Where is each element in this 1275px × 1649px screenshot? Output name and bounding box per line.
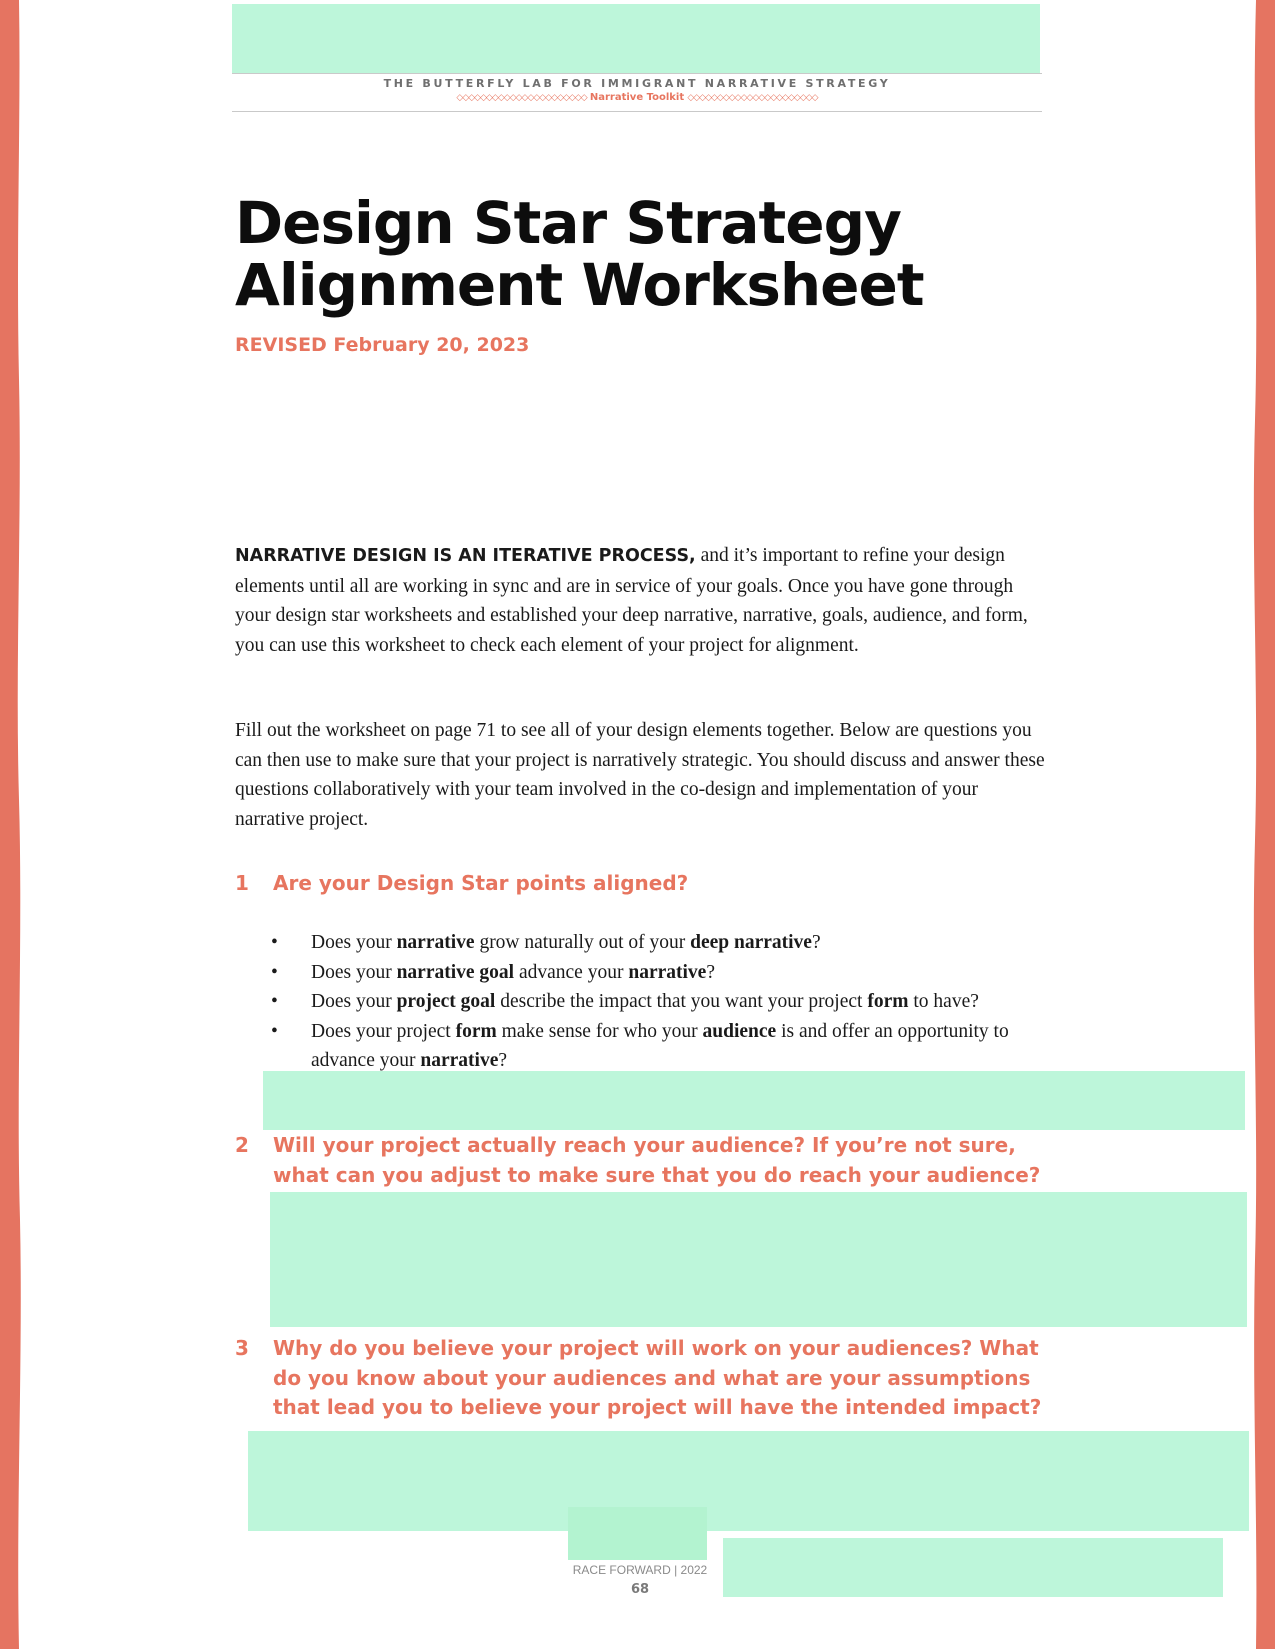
header-rule-bottom xyxy=(232,111,1042,112)
right-border-decoration xyxy=(1251,0,1275,1649)
header-rule-top xyxy=(232,73,1042,74)
instructions-paragraph: Fill out the worksheet on page 71 to see all of your design elements together. Below are questions you can then use to make sure that your project is narratively strategic. You should discuss and answer these questions collaboratively with your team involved in the co-design and implementation of your narrative project. xyxy=(235,720,1045,830)
list-item: • Does your project goal describe the impact that you want your project form to have? xyxy=(235,987,1065,1017)
footer-organization: RACE FORWARD | 2022 xyxy=(572,1563,708,1577)
answer-field-3[interactable] xyxy=(248,1431,1249,1531)
bullet-icon: • xyxy=(271,991,278,1012)
revised-date: REVISED February 20, 2023 xyxy=(235,334,530,356)
alignment-checklist xyxy=(235,928,1065,1076)
intro-lead: NARRATIVE DESIGN IS AN ITERATIVE PROCESS, xyxy=(235,546,696,566)
footer-field-center[interactable] xyxy=(568,1507,707,1560)
question-3-number: 3 xyxy=(235,1336,249,1360)
diamond-pattern-right: ◇◇◇◇◇◇◇◇◇◇◇◇◇◇◇◇◇◇◇◇◇◇ xyxy=(687,93,818,103)
answer-field-2[interactable] xyxy=(270,1192,1247,1327)
bullet-icon: • xyxy=(271,1020,278,1042)
list-item: • Does your narrative grow naturally out of your deep narrative? xyxy=(235,928,1065,958)
bullet-icon: • xyxy=(271,961,278,983)
question-3-text: Why do you believe your project will work on your audiences? What do you know about your audiences and what are your assumptions that lead you to believe your project will have the intended impact? xyxy=(273,1336,1042,1419)
page-number: 68 xyxy=(630,1582,650,1597)
question-1-text: Are your Design Star points aligned? xyxy=(273,871,689,895)
page-title-line-2: Alignment Worksheet xyxy=(235,251,924,319)
intro-body: and it’s important to refine your design elements until all are working in sync and are in service of your goals. Once you have gone through your design star worksheets and established your deep narrative, narrative, goals, audience, and form, you can use this worksheet to check each element of your project for alignment. xyxy=(235,545,1028,656)
diamond-pattern-left: ◇◇◇◇◇◇◇◇◇◇◇◇◇◇◇◇◇◇◇◇◇◇ xyxy=(456,93,587,103)
organization-name: THE BUTTERFLY LAB FOR IMMIGRANT NARRATIVE STRATEGY xyxy=(383,77,891,90)
intro-paragraph xyxy=(235,541,1045,660)
question-2-number: 2 xyxy=(235,1133,249,1157)
question-2-text: Will your project actually reach your audience? If you’re not sure, what can you adjust to make sure that you do reach your audience? xyxy=(273,1133,1041,1187)
question-1-number: 1 xyxy=(235,871,249,895)
left-border-decoration xyxy=(0,0,22,1649)
list-item: • Does your narrative goal advance your narrative? xyxy=(235,958,1065,988)
page-title xyxy=(235,189,924,319)
footer-field-right[interactable] xyxy=(723,1538,1223,1597)
answer-field-1[interactable] xyxy=(263,1071,1245,1130)
list-item: • Does your project form make sense for who your audience is and offer an opportunity to advance your narrative? xyxy=(235,1017,1065,1076)
page-title-line-1: Design Star Strategy xyxy=(235,189,901,257)
toolkit-label xyxy=(232,92,1042,103)
toolkit-name: Narrative Toolkit xyxy=(589,92,685,103)
bullet-icon: • xyxy=(271,932,278,953)
header-field[interactable] xyxy=(232,4,1040,73)
